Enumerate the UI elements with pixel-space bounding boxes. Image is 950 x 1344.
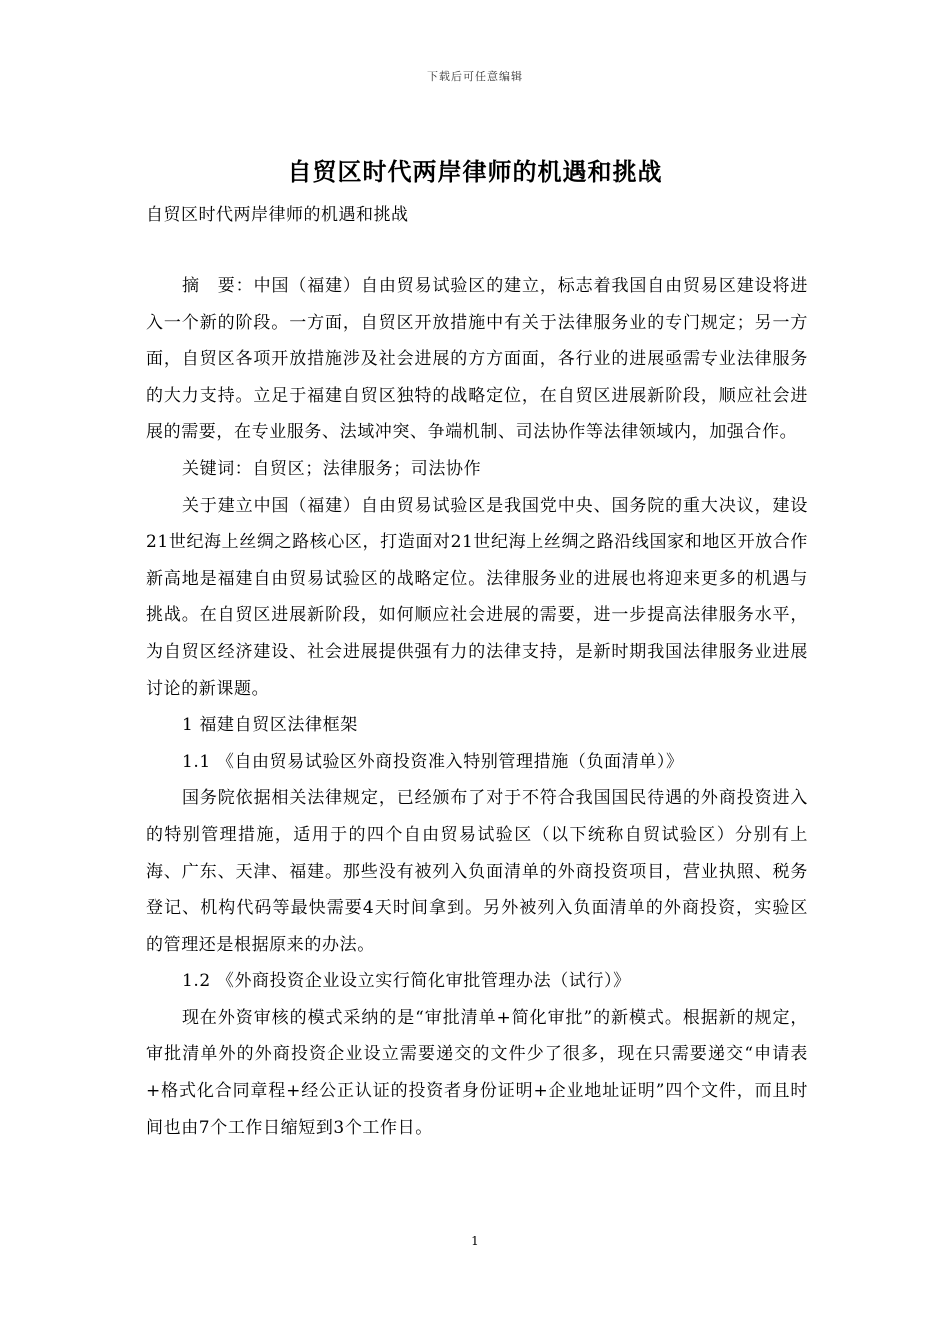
section-heading-1-2: 1.2 《外商投资企业设立实行简化审批管理办法（试行）》	[182, 971, 631, 992]
abstract-paragraph: 摘 要：中国（福建）自由贸易试验区的建立，标志着我国自由贸易区建设将进入一个新的阶段。一方面，自贸区开放措施中有关于法律服务业的专门规定；另一方面，自贸区各项开放措施涉及社会进展的方方面面，各行业的进展亟需专业法律服务的大力支持。立足于福建自贸区独特的战略定位，在自贸区进展新阶段，顺应社会进展的需要，在专业服务、法域冲突、争端机制、司法协作等法律领域内，加强合作。	[146, 276, 808, 443]
document-title: 自贸区时代两岸律师的机遇和挑战	[287, 157, 663, 186]
document-body	[146, 268, 808, 1146]
section-1-2-paragraph: 现在外资审核的模式采纳的是“审批清单+简化审批”的新模式。根据新的规定，审批清单外的外商投资企业设立需要递交的文件少了很多，现在只需要递交“申请表+格式化合同章程+经公正认证的投资者身份证明+企业地址证明”四个文件，而且时间也由7个工作日缩短到3个工作日。	[146, 1007, 808, 1138]
page-number: 1	[471, 1234, 479, 1248]
intro-paragraph: 关于建立中国（福建）自由贸易试验区是我国党中央、国务院的重大决议，建设21世纪海上丝绸之路核心区，打造面对21世纪海上丝绸之路沿线国家和地区开放合作新高地是福建自由贸易试验区的战略定位。法律服务业的进展也将迎来更多的机遇与挑战。在自贸区进展新阶段，如何顺应社会进展的需要，进一步提高法律服务水平，为自贸区经济建设、社会进展提供强有力的法律支持，是新时期我国法律服务业进展讨论的新课题。	[146, 495, 808, 699]
keywords-paragraph: 关键词：自贸区；法律服务；司法协作	[182, 458, 482, 479]
section-heading-1-1: 1.1 《自由贸易试验区外商投资准入特别管理措施（负面清单）》	[182, 751, 684, 772]
section-heading-1: 1 福建自贸区法律框架	[182, 715, 358, 736]
section-1-1-paragraph: 国务院依据相关法律规定，已经颁布了对于不符合我国国民待遇的外商投资进入的特别管理措施，适用于的四个自由贸易试验区（以下统称自贸试验区）分别有上海、广东、天津、福建。那些没有被列入负面清单的外商投资项目，营业执照、税务登记、机构代码等最快需要4天时间拿到。另外被列入负面清单的外商投资，实验区的管理还是根据原来的办法。	[146, 788, 808, 955]
document-subtitle: 自贸区时代两岸律师的机遇和挑战	[146, 205, 409, 225]
header-note: 下载后可任意编辑	[427, 70, 523, 83]
